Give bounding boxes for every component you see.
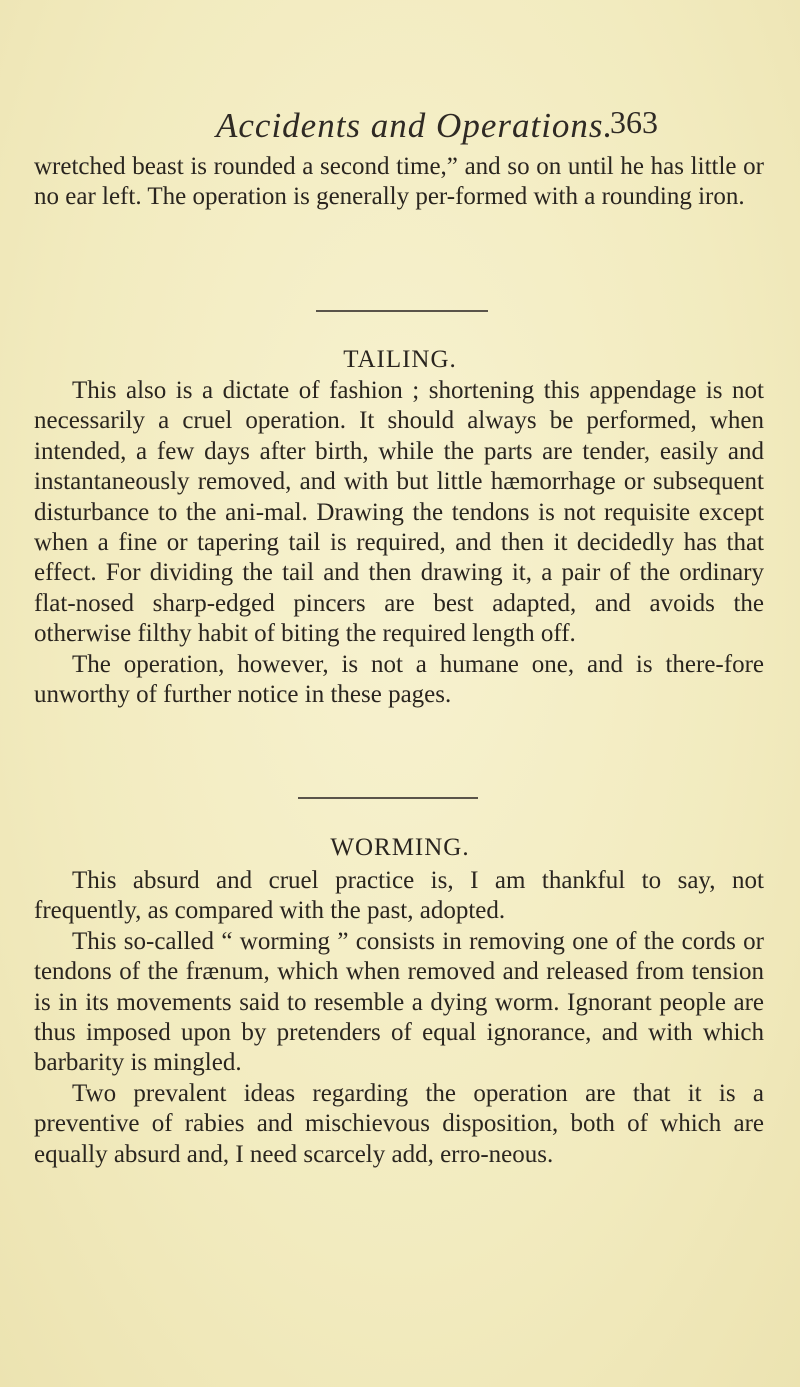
tailing-paragraph-1: This also is a dictate of fashion ; shortening this appendage is not necessarily a cruel operation. It should always be performed, when intended, a few days after birth, while the parts are tender, easily and instantaneously removed, and with but little hæmorrhage or subsequent disturbance to the ani-mal. Drawing the tendons is not requisite except when a fine or tapering tail is required, and then it decidedly has that effect. For dividing the tail and then drawing it, a pair of the ordinary flat-nosed sharp-edged pincers are best adapted, and avoids the otherwise filthy habit of biting the required length off.: [34, 377, 764, 648]
running-title: Accidents and Operations.: [216, 106, 614, 145]
running-head: [0, 100, 800, 150]
worming-paragraph-3: Two prevalent ideas regarding the operation are that it is a preventive of rabies and mischievous disposition, both of which are equally absurd and, I need scarcely add, erro-neous.: [34, 1079, 764, 1168]
worming-section-body: [34, 866, 764, 1170]
worming-paragraph-2: This so-called “ worming ” consists in removing one of the cords or tendons of the frænum, which when removed and released from tension is in its movements said to resemble a dying worm. Ignorant people are thus imposed upon by pretenders of equal ignorance, and with which barbarity is mingled.: [34, 927, 764, 1077]
tailing-section-body: [34, 376, 764, 710]
section-heading-worming: WORMING.: [330, 834, 470, 861]
section-divider-rule: [316, 310, 488, 312]
tailing-paragraph-2: The operation, however, is not a humane one, and is there-fore unworthy of further notice in these pages.: [34, 650, 764, 709]
intro-paragraph: [34, 152, 764, 213]
worming-paragraph-1: This absurd and cruel practice is, I am thankful to say, not frequently, as compared with the past, adopted.: [34, 867, 764, 925]
section-heading-tailing: TAILING.: [343, 346, 457, 373]
intro-text: wretched beast is rounded a second time,” and so on until he has little or no ear left. The operation is generally per-formed with a rounding iron.: [34, 153, 764, 211]
page-number: 363: [610, 104, 658, 140]
section-divider-rule: [298, 797, 478, 799]
